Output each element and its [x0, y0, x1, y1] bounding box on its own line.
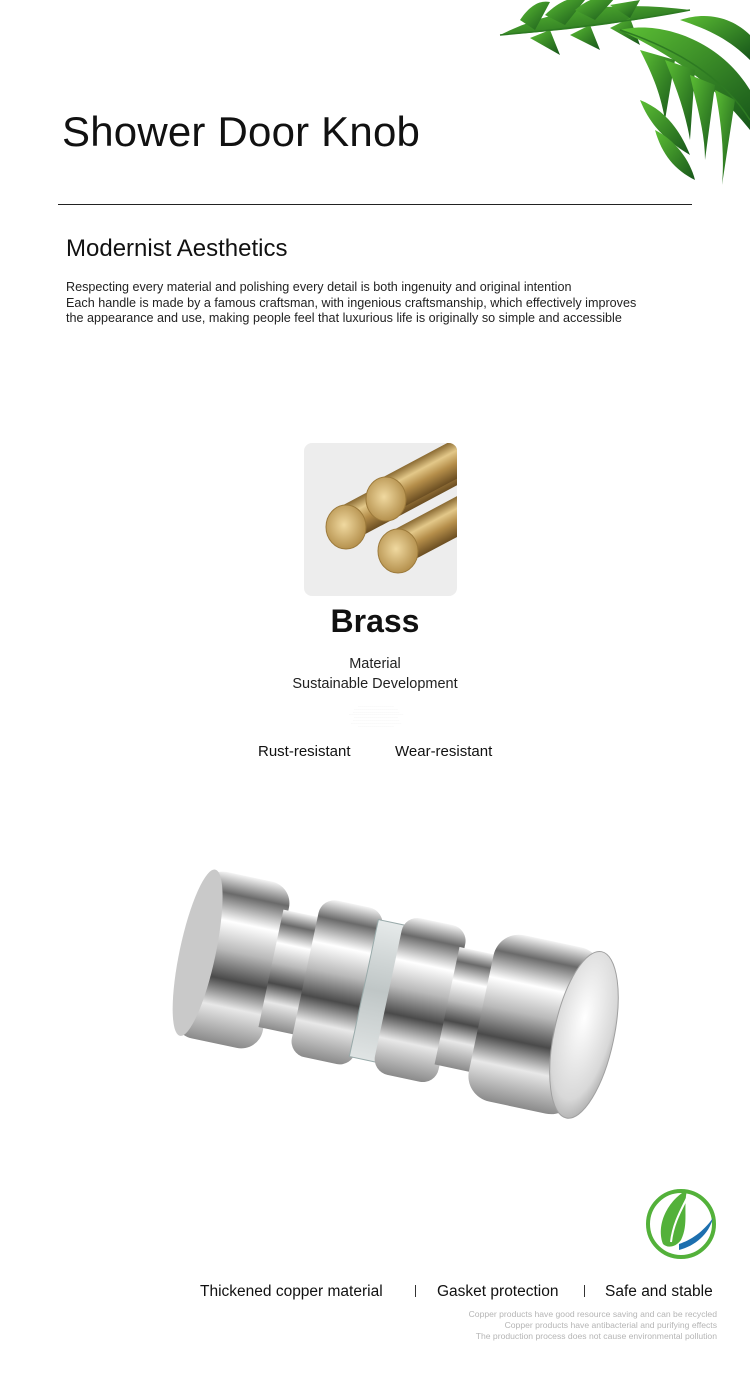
material-name: Brass: [330, 603, 420, 639]
feature-rust-resistant: Rust-resistant: [258, 743, 351, 760]
eco-note: Copper products have good resource saving and can be recycled: [468, 1309, 717, 1319]
feature-gasket-protection: Gasket protection: [437, 1283, 559, 1300]
feature-separator: [415, 1285, 416, 1297]
eco-note: The production process does not cause environmental pollution: [475, 1331, 717, 1341]
feature-thickened-copper: Thickened copper material: [200, 1283, 383, 1300]
eco-note: Copper products have antibacterial and purifying effects: [504, 1320, 717, 1330]
brass-material-card: [304, 443, 457, 596]
fine-print-decor: ······················································ ·································································· ······································································ ·················································································· ·································································· ······································································ ············································································ ······················································: [348, 706, 404, 728]
page-title: Shower Door Knob: [62, 108, 421, 155]
description-line: Each handle is made by a famous craftsman, with ingenious craftsmanship, which effectively improves: [66, 295, 637, 310]
feature-safe-stable: Safe and stable: [605, 1283, 713, 1300]
section-title: Modernist Aesthetics: [66, 235, 288, 262]
feature-wear-resistant: Wear-resistant: [395, 743, 493, 760]
description-line: Respecting every material and polishing every detail is both ingenuity and original intention: [66, 280, 572, 294]
section-description: [66, 280, 706, 327]
eco-leaf-logo-icon: [643, 1184, 719, 1262]
description-line: the appearance and use, making people feel that luxurious life is originally so simple and accessible: [66, 311, 622, 325]
feature-separator: [584, 1285, 585, 1297]
material-label: Material: [349, 656, 401, 672]
title-divider: [58, 204, 692, 205]
brass-rods-icon: [304, 443, 457, 596]
shower-knob-image: [160, 860, 630, 1160]
material-subtitle: Sustainable Development: [292, 676, 458, 692]
palm-leaves-icon: [490, 0, 750, 190]
